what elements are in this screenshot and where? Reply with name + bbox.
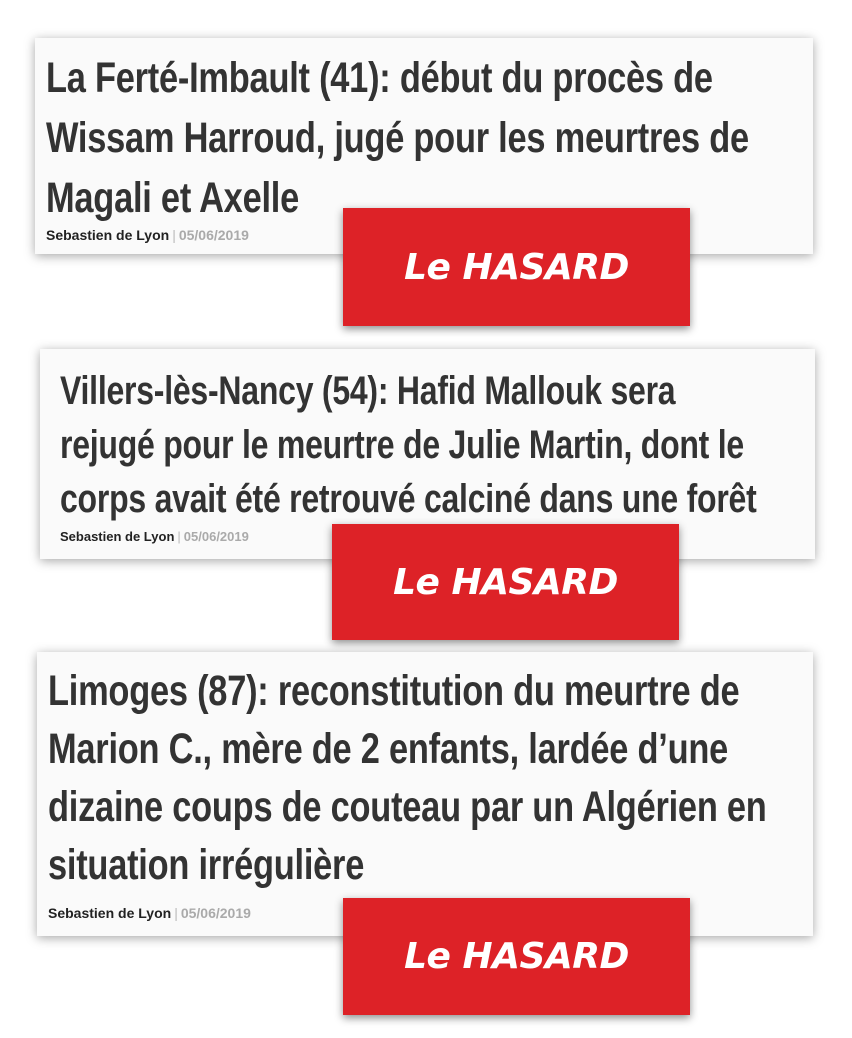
meta-separator: | bbox=[177, 529, 181, 544]
headline-line: Wissam Harroud, jugé pour les meurtres de bbox=[46, 114, 749, 162]
headline-line: Limoges (87): reconstitution du meurtre de bbox=[48, 667, 740, 715]
article-date: 05/06/2019 bbox=[178, 227, 249, 243]
headline-line: corps avait été retrouvé calciné dans une forêt bbox=[60, 477, 757, 521]
headline-line: rejugé pour le meurtre de Julie Martin, dont le bbox=[60, 423, 744, 467]
article-meta bbox=[48, 905, 251, 921]
article-headline[interactable] bbox=[48, 662, 767, 894]
headline-line: dizaine coups de couteau par un Algérien en bbox=[48, 783, 767, 831]
headline-line: situation irrégulière bbox=[48, 841, 365, 889]
meta-separator: | bbox=[174, 905, 178, 921]
article-date: 05/06/2019 bbox=[180, 905, 251, 921]
headline-line: Villers-lès-Nancy (54): Hafid Mallouk sera bbox=[60, 369, 676, 413]
hasard-label: Le HASARD bbox=[343, 898, 690, 1015]
article-author[interactable]: Sebastien de Lyon bbox=[46, 227, 170, 243]
article-card-3[interactable] bbox=[37, 652, 813, 936]
article-headline[interactable] bbox=[46, 48, 749, 228]
article-date: 05/06/2019 bbox=[183, 529, 249, 544]
headline-line: Magali et Axelle bbox=[46, 174, 299, 222]
meta-separator: | bbox=[172, 227, 176, 243]
article-meta bbox=[46, 227, 249, 243]
headline-line: Marion C., mère de 2 enfants, lardée d’une bbox=[48, 725, 729, 773]
article-meta bbox=[60, 529, 249, 544]
article-headline[interactable] bbox=[60, 364, 757, 526]
article-author[interactable]: Sebastien de Lyon bbox=[60, 529, 175, 544]
hasard-label: Le HASARD bbox=[343, 208, 690, 326]
headline-line: La Ferté-Imbault (41): début du procès de bbox=[46, 54, 713, 102]
hasard-label: Le HASARD bbox=[332, 524, 679, 640]
article-author[interactable]: Sebastien de Lyon bbox=[48, 905, 172, 921]
